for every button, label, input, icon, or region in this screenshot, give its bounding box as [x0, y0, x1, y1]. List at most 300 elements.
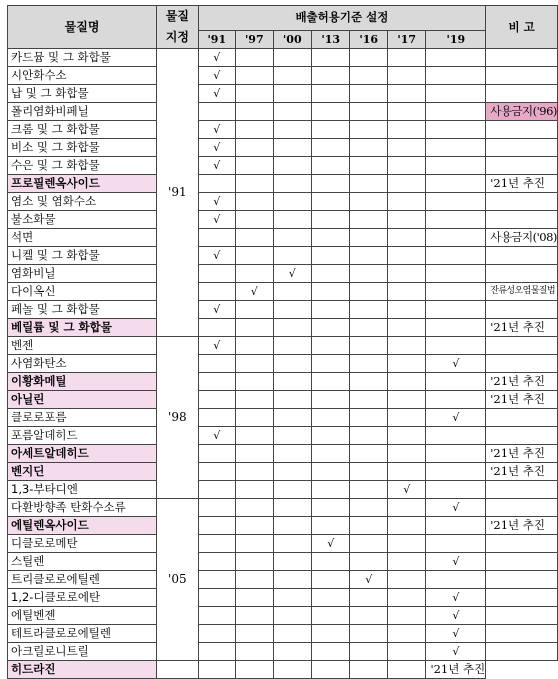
empty-cell — [198, 553, 236, 571]
remark — [486, 607, 558, 625]
empty-cell — [350, 229, 388, 247]
designation-year: '91 — [157, 49, 198, 337]
empty-cell — [350, 121, 388, 139]
empty-cell — [198, 643, 236, 661]
substance-name: 비소 및 그 화합물 — [8, 139, 157, 157]
empty-cell — [350, 355, 388, 373]
empty-cell — [350, 517, 388, 535]
substance-name: 니켈 및 그 화합물 — [8, 247, 157, 265]
empty-cell — [157, 661, 198, 679]
empty-cell — [312, 157, 350, 175]
table-row — [8, 481, 558, 499]
empty-cell — [236, 373, 274, 391]
remark — [486, 67, 558, 85]
empty-cell — [350, 265, 388, 283]
table-row — [8, 49, 558, 67]
empty-cell — [236, 517, 274, 535]
empty-cell — [236, 157, 274, 175]
empty-cell — [387, 121, 425, 139]
empty-cell — [312, 373, 350, 391]
empty-cell — [426, 211, 486, 229]
table-row — [8, 247, 558, 265]
remark — [486, 499, 558, 517]
remark: '21년 추진 — [486, 373, 558, 391]
substance-name: 아닐린 — [8, 391, 157, 409]
empty-cell — [387, 283, 425, 301]
empty-cell — [198, 373, 236, 391]
table-row — [8, 517, 558, 535]
table-body — [8, 49, 558, 679]
empty-cell — [236, 211, 274, 229]
empty-cell — [426, 445, 486, 463]
year-header: '97 — [236, 30, 274, 48]
table-row — [8, 355, 558, 373]
empty-cell — [426, 463, 486, 481]
table-row — [8, 499, 558, 517]
substance-name: 사염화탄소 — [8, 355, 157, 373]
substance-name: 트리클로로에틸렌 — [8, 571, 157, 589]
substance-name: 수은 및 그 화합물 — [8, 157, 157, 175]
table-row — [8, 409, 558, 427]
remark: '21년 추진 — [486, 319, 558, 337]
empty-cell — [426, 517, 486, 535]
empty-cell — [273, 499, 311, 517]
substance-name: 에틸벤젠 — [8, 607, 157, 625]
empty-cell — [236, 49, 274, 67]
empty-cell — [198, 589, 236, 607]
empty-cell — [387, 103, 425, 121]
empty-cell — [273, 661, 311, 679]
empty-cell — [273, 427, 311, 445]
empty-cell — [236, 193, 274, 211]
substance-name: 페놀 및 그 화합물 — [8, 301, 157, 319]
empty-cell — [312, 211, 350, 229]
check-mark: √ — [198, 211, 236, 229]
empty-cell — [312, 175, 350, 193]
remark — [486, 409, 558, 427]
check-mark: √ — [198, 193, 236, 211]
remark: '21년 추진 — [486, 517, 558, 535]
empty-cell — [312, 625, 350, 643]
substance-name: 1,3-부타디엔 — [8, 481, 157, 499]
remark — [486, 301, 558, 319]
table-row — [8, 643, 558, 661]
remark: '21년 추진 — [486, 175, 558, 193]
empty-cell — [273, 301, 311, 319]
empty-cell — [198, 175, 236, 193]
table-row — [8, 607, 558, 625]
empty-cell — [350, 373, 388, 391]
substance-name: 테트라클로로에틸렌 — [8, 625, 157, 643]
substance-name: 아세트알데히드 — [8, 445, 157, 463]
empty-cell — [273, 553, 311, 571]
empty-cell — [198, 319, 236, 337]
empty-cell — [312, 283, 350, 301]
empty-cell — [312, 319, 350, 337]
empty-cell — [387, 427, 425, 445]
remark — [486, 337, 558, 355]
remark — [486, 157, 558, 175]
empty-cell — [426, 175, 486, 193]
remark: '21년 추진 — [486, 463, 558, 481]
empty-cell — [236, 445, 274, 463]
empty-cell — [273, 337, 311, 355]
empty-cell — [273, 355, 311, 373]
table-row — [8, 229, 558, 247]
table-row — [8, 157, 558, 175]
empty-cell — [387, 517, 425, 535]
empty-cell — [387, 589, 425, 607]
empty-cell — [273, 229, 311, 247]
empty-cell — [312, 193, 350, 211]
empty-cell — [350, 625, 388, 643]
empty-cell — [350, 589, 388, 607]
empty-cell — [350, 445, 388, 463]
check-mark: √ — [426, 643, 486, 661]
substance-name: 디클로로메탄 — [8, 535, 157, 553]
table-row — [8, 319, 558, 337]
empty-cell — [236, 409, 274, 427]
remark — [486, 571, 558, 589]
empty-cell — [350, 553, 388, 571]
empty-cell — [198, 103, 236, 121]
remark — [486, 481, 558, 499]
empty-cell — [426, 391, 486, 409]
empty-cell — [350, 643, 388, 661]
substance-name: 염소 및 염화수소 — [8, 193, 157, 211]
table-row — [8, 175, 558, 193]
check-mark: √ — [198, 139, 236, 157]
empty-cell — [312, 85, 350, 103]
empty-cell — [273, 625, 311, 643]
empty-cell — [350, 409, 388, 427]
empty-cell — [312, 463, 350, 481]
empty-cell — [273, 85, 311, 103]
empty-cell — [236, 499, 274, 517]
check-mark: √ — [198, 49, 236, 67]
empty-cell — [350, 499, 388, 517]
remark: '21년 추진 — [426, 661, 486, 679]
empty-cell — [350, 85, 388, 103]
empty-cell — [426, 283, 486, 301]
substance-name: 불소화물 — [8, 211, 157, 229]
empty-cell — [312, 481, 350, 499]
check-mark: √ — [312, 535, 350, 553]
header-remarks: 비 고 — [486, 6, 558, 49]
empty-cell — [273, 247, 311, 265]
empty-cell — [236, 643, 274, 661]
table-row — [8, 337, 558, 355]
empty-cell — [426, 49, 486, 67]
empty-cell — [350, 319, 388, 337]
empty-cell — [236, 103, 274, 121]
empty-cell — [312, 49, 350, 67]
empty-cell — [198, 625, 236, 643]
empty-cell — [198, 355, 236, 373]
empty-cell — [426, 265, 486, 283]
check-mark: √ — [198, 157, 236, 175]
empty-cell — [312, 571, 350, 589]
empty-cell — [426, 481, 486, 499]
remark — [486, 265, 558, 283]
empty-cell — [236, 319, 274, 337]
empty-cell — [273, 445, 311, 463]
empty-cell — [312, 661, 350, 679]
substance-name: 벤지딘 — [8, 463, 157, 481]
remark — [486, 589, 558, 607]
check-mark: √ — [426, 499, 486, 517]
empty-cell — [387, 409, 425, 427]
empty-cell — [273, 373, 311, 391]
empty-cell — [236, 661, 274, 679]
empty-cell — [387, 49, 425, 67]
remark — [486, 85, 558, 103]
remark — [486, 193, 558, 211]
designation-year: '05 — [157, 499, 198, 661]
empty-cell — [426, 301, 486, 319]
substance-name: 히드라진 — [8, 661, 157, 679]
empty-cell — [273, 517, 311, 535]
check-mark: √ — [426, 607, 486, 625]
empty-cell — [312, 445, 350, 463]
empty-cell — [350, 103, 388, 121]
empty-cell — [312, 427, 350, 445]
empty-cell — [273, 607, 311, 625]
check-mark: √ — [198, 121, 236, 139]
empty-cell — [273, 49, 311, 67]
empty-cell — [426, 337, 486, 355]
check-mark: √ — [387, 481, 425, 499]
remark — [486, 139, 558, 157]
remark: 사용금지('08) — [486, 229, 558, 247]
check-mark: √ — [198, 337, 236, 355]
empty-cell — [350, 481, 388, 499]
table-row — [8, 535, 558, 553]
substance-name: 에틸렌옥사이드 — [8, 517, 157, 535]
empty-cell — [387, 175, 425, 193]
empty-cell — [236, 607, 274, 625]
empty-cell — [236, 121, 274, 139]
empty-cell — [312, 121, 350, 139]
empty-cell — [273, 103, 311, 121]
remark — [486, 211, 558, 229]
empty-cell — [312, 643, 350, 661]
empty-cell — [426, 373, 486, 391]
table-row — [8, 139, 558, 157]
header-standard: 배출허용기준 설정 — [198, 6, 486, 31]
empty-cell — [236, 355, 274, 373]
check-mark: √ — [273, 265, 311, 283]
empty-cell — [312, 265, 350, 283]
empty-cell — [198, 517, 236, 535]
empty-cell — [426, 103, 486, 121]
check-mark: √ — [426, 355, 486, 373]
empty-cell — [236, 463, 274, 481]
table-row — [8, 85, 558, 103]
empty-cell — [426, 121, 486, 139]
table-row — [8, 661, 558, 679]
empty-cell — [198, 283, 236, 301]
empty-cell — [387, 661, 425, 679]
empty-cell — [387, 139, 425, 157]
remark — [486, 535, 558, 553]
empty-cell — [350, 535, 388, 553]
empty-cell — [312, 103, 350, 121]
empty-cell — [350, 193, 388, 211]
empty-cell — [387, 193, 425, 211]
check-mark: √ — [198, 85, 236, 103]
empty-cell — [350, 211, 388, 229]
empty-cell — [312, 391, 350, 409]
empty-cell — [236, 553, 274, 571]
empty-cell — [350, 607, 388, 625]
substance-name: 포름알데히드 — [8, 427, 157, 445]
empty-cell — [198, 229, 236, 247]
substance-name: 다환방향족 탄화수소류 — [8, 499, 157, 517]
empty-cell — [387, 355, 425, 373]
check-mark: √ — [426, 409, 486, 427]
empty-cell — [198, 535, 236, 553]
empty-cell — [236, 247, 274, 265]
remark — [486, 355, 558, 373]
empty-cell — [387, 211, 425, 229]
emission-standard-table — [7, 5, 558, 679]
empty-cell — [312, 229, 350, 247]
empty-cell — [236, 301, 274, 319]
empty-cell — [198, 607, 236, 625]
table-row — [8, 121, 558, 139]
check-mark: √ — [198, 67, 236, 85]
empty-cell — [236, 175, 274, 193]
empty-cell — [198, 445, 236, 463]
empty-cell — [312, 589, 350, 607]
empty-cell — [312, 67, 350, 85]
empty-cell — [387, 265, 425, 283]
remark — [486, 643, 558, 661]
remark: 잔류성오염물질법 — [486, 283, 558, 301]
empty-cell — [426, 157, 486, 175]
empty-cell — [350, 157, 388, 175]
substance-name: 이황화메틸 — [8, 373, 157, 391]
empty-cell — [198, 463, 236, 481]
empty-cell — [198, 571, 236, 589]
empty-cell — [273, 571, 311, 589]
table-row — [8, 445, 558, 463]
substance-name: 카드뮴 및 그 화합물 — [8, 49, 157, 67]
check-mark: √ — [198, 427, 236, 445]
empty-cell — [273, 193, 311, 211]
empty-cell — [387, 157, 425, 175]
header-substance: 물질명 — [8, 6, 157, 49]
empty-cell — [387, 571, 425, 589]
table-row — [8, 625, 558, 643]
check-mark: √ — [198, 247, 236, 265]
empty-cell — [236, 427, 274, 445]
empty-cell — [236, 535, 274, 553]
table-row — [8, 391, 558, 409]
empty-cell — [198, 499, 236, 517]
empty-cell — [350, 463, 388, 481]
empty-cell — [426, 67, 486, 85]
empty-cell — [236, 589, 274, 607]
year-header: '17 — [387, 30, 425, 48]
empty-cell — [273, 157, 311, 175]
empty-cell — [273, 67, 311, 85]
empty-cell — [236, 337, 274, 355]
empty-cell — [387, 607, 425, 625]
empty-cell — [273, 139, 311, 157]
empty-cell — [426, 229, 486, 247]
empty-cell — [350, 175, 388, 193]
empty-cell — [426, 139, 486, 157]
empty-cell — [236, 391, 274, 409]
substance-name: 클로로포름 — [8, 409, 157, 427]
remark: '21년 추진 — [486, 445, 558, 463]
year-header: '16 — [350, 30, 388, 48]
empty-cell — [312, 139, 350, 157]
empty-cell — [273, 391, 311, 409]
empty-cell — [387, 247, 425, 265]
empty-cell — [350, 301, 388, 319]
substance-name: 베릴륨 및 그 화합물 — [8, 319, 157, 337]
empty-cell — [273, 463, 311, 481]
empty-cell — [273, 121, 311, 139]
empty-cell — [236, 139, 274, 157]
empty-cell — [273, 481, 311, 499]
empty-cell — [350, 139, 388, 157]
empty-cell — [387, 553, 425, 571]
check-mark: √ — [198, 301, 236, 319]
empty-cell — [387, 319, 425, 337]
remark: 사용금지('96) — [486, 103, 558, 121]
empty-cell — [273, 535, 311, 553]
empty-cell — [312, 337, 350, 355]
empty-cell — [273, 211, 311, 229]
substance-name: 벤젠 — [8, 337, 157, 355]
table-row — [8, 283, 558, 301]
empty-cell — [426, 193, 486, 211]
empty-cell — [312, 409, 350, 427]
empty-cell — [273, 409, 311, 427]
empty-cell — [350, 661, 388, 679]
empty-cell — [236, 481, 274, 499]
table-row — [8, 211, 558, 229]
table-row — [8, 571, 558, 589]
empty-cell — [312, 247, 350, 265]
header-designation: 물질 지정 — [157, 6, 198, 49]
table-row — [8, 103, 558, 121]
empty-cell — [236, 85, 274, 103]
empty-cell — [426, 535, 486, 553]
table-row — [8, 589, 558, 607]
table-row — [8, 301, 558, 319]
table-row — [8, 373, 558, 391]
empty-cell — [387, 643, 425, 661]
empty-cell — [350, 337, 388, 355]
empty-cell — [273, 643, 311, 661]
empty-cell — [273, 319, 311, 337]
empty-cell — [236, 625, 274, 643]
substance-name: 다이옥신 — [8, 283, 157, 301]
empty-cell — [426, 427, 486, 445]
empty-cell — [350, 49, 388, 67]
empty-cell — [273, 589, 311, 607]
empty-cell — [312, 517, 350, 535]
substance-name: 납 및 그 화합물 — [8, 85, 157, 103]
empty-cell — [236, 265, 274, 283]
table-header — [8, 6, 558, 49]
remark — [486, 553, 558, 571]
